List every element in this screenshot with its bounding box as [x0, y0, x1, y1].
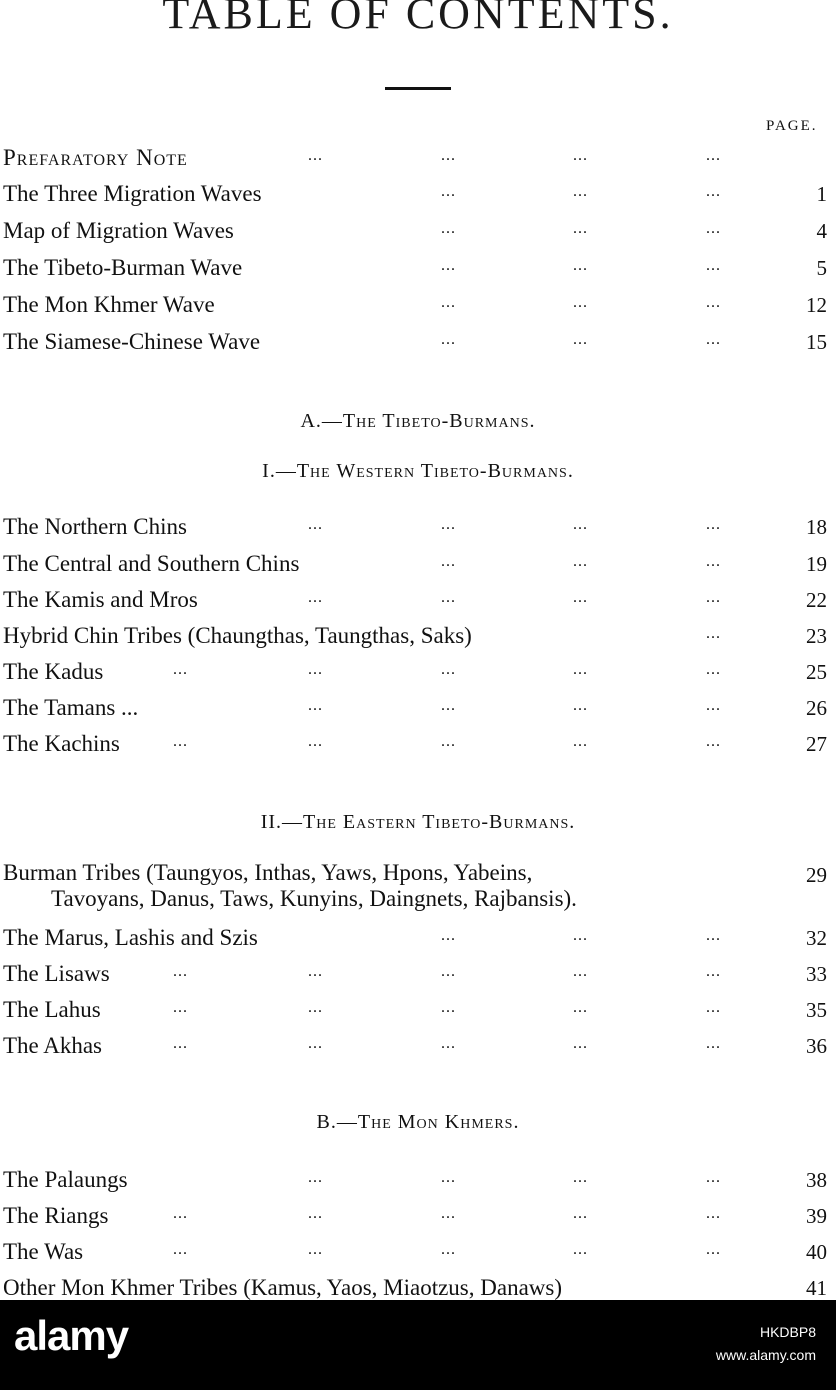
leader-dots: ...: [308, 1205, 323, 1222]
toc-entry-page: 29: [806, 863, 827, 887]
leader-dots: ...: [173, 661, 188, 678]
toc-entry[interactable]: [3, 584, 829, 616]
toc-entry-label: The Lisaws: [3, 961, 110, 986]
leader-dots: ...: [573, 999, 588, 1016]
toc-entry-burman-tribes[interactable]: [3, 860, 829, 912]
watermark-footer: [0, 1300, 836, 1390]
leader-dots: ...: [573, 1035, 588, 1052]
leader-dots: ...: [573, 516, 588, 533]
leader-dots: ...: [706, 589, 721, 606]
toc-entry-page: 1: [816, 182, 827, 206]
toc-entry-page: 33: [806, 962, 827, 986]
toc-entry[interactable]: [3, 215, 829, 247]
section-a-heading: A.—The Tibeto-Burmans.: [300, 410, 536, 432]
leader-dots: ...: [308, 1241, 323, 1258]
leader-dots: ...: [308, 963, 323, 980]
leader-dots: ...: [573, 331, 588, 348]
toc-entry-label: The Palaungs: [3, 1167, 128, 1192]
leader-dots: ...: [441, 927, 456, 944]
leader-dots: ...: [573, 220, 588, 237]
toc-entry-page: 25: [806, 660, 827, 684]
leader-dots: ...: [573, 183, 588, 200]
leader-dots: ...: [706, 733, 721, 750]
toc-entry[interactable]: [3, 728, 829, 760]
toc-entry-label: The Lahus: [3, 997, 101, 1022]
page-title: TABLE OF CONTENTS.: [162, 0, 674, 38]
site-url: www.alamy.com: [715, 1347, 816, 1363]
toc-entry-label: The Mon Khmer Wave: [3, 292, 215, 317]
leader-dots: ...: [573, 697, 588, 714]
toc-entry[interactable]: [3, 922, 829, 954]
leader-dots: ...: [441, 1035, 456, 1052]
leader-dots: ...: [308, 733, 323, 750]
toc-entry-page: 38: [806, 1168, 827, 1192]
leader-dots: ...: [573, 661, 588, 678]
toc-entry-page: 5: [816, 256, 827, 280]
toc-entry[interactable]: [3, 994, 829, 1026]
leader-dots: ...: [706, 1169, 721, 1186]
leader-dots: ...: [706, 147, 721, 164]
leader-dots: ...: [308, 516, 323, 533]
leader-dots: ...: [573, 1205, 588, 1222]
toc-entry[interactable]: [3, 178, 829, 210]
toc-entry-label: The Riangs: [3, 1203, 109, 1228]
toc-entry-label: The Three Migration Waves: [3, 181, 262, 206]
toc-entry-page: 12: [806, 293, 827, 317]
brand-logo: alamy: [14, 1312, 129, 1359]
toc-entry-label: The Akhas: [3, 1033, 103, 1058]
leader-dots: ...: [706, 183, 721, 200]
leader-dots: ...: [706, 963, 721, 980]
toc-entry-page: 15: [806, 330, 827, 354]
leader-dots: ...: [706, 1205, 721, 1222]
leader-dots: ...: [173, 963, 188, 980]
toc-entry-label: The Tamans ...: [3, 695, 139, 720]
toc-entry[interactable]: [3, 620, 829, 652]
leader-dots: ...: [441, 1169, 456, 1186]
leader-dots: ...: [441, 257, 456, 274]
toc-entry-label: The Kadus: [3, 659, 104, 684]
leader-dots: ...: [308, 999, 323, 1016]
section-b-heading: B.—The Mon Khmers.: [316, 1111, 520, 1133]
leader-dots: ...: [573, 294, 588, 311]
toc-entry-page: 32: [806, 926, 827, 950]
toc-entry-label: Burman Tribes (Taungyos, Inthas, Yaws, Hpons, Yabeins,: [3, 860, 533, 885]
toc-entry-label: The Kachins: [3, 731, 120, 756]
leader-dots: ...: [441, 1205, 456, 1222]
leader-dots: ...: [173, 733, 188, 750]
leader-dots: ...: [441, 294, 456, 311]
leader-dots: ...: [706, 294, 721, 311]
leader-dots: ...: [308, 147, 323, 164]
toc-entry[interactable]: [3, 958, 829, 990]
toc-entry-page: 35: [806, 998, 827, 1022]
toc-entry-page: 26: [806, 696, 827, 720]
leader-dots: ...: [441, 220, 456, 237]
toc-entry-page: 22: [806, 588, 827, 612]
leader-dots: ...: [573, 589, 588, 606]
leader-dots: ...: [706, 661, 721, 678]
toc-entry-label: The Northern Chins: [3, 514, 187, 539]
leader-dots: ...: [441, 331, 456, 348]
toc-entry-label: The Tibeto-Burman Wave: [3, 255, 243, 280]
leader-dots: ...: [706, 1241, 721, 1258]
subsection-eastern-heading: II.—The Eastern Tibeto-Burmans.: [260, 811, 576, 833]
toc-entry[interactable]: [3, 289, 829, 321]
toc-entry[interactable]: [3, 326, 829, 358]
title-rule: [385, 87, 451, 90]
toc-entry[interactable]: [3, 656, 829, 688]
toc-entry-label: Prefaratory Note: [3, 145, 188, 170]
subsection-western-heading: I.—The Western Tibeto-Burmans.: [262, 460, 574, 482]
toc-entry-page: 23: [806, 624, 827, 648]
toc-entry-page: 18: [806, 515, 827, 539]
leader-dots: ...: [706, 220, 721, 237]
leader-dots: ...: [173, 1205, 188, 1222]
toc-entry[interactable]: [3, 1164, 829, 1196]
toc-entry-label: Hybrid Chin Tribes (Chaungthas, Taungthas, Saks): [3, 623, 472, 648]
toc-entry-label-continued: Tavoyans, Danus, Taws, Kunyins, Daingnets, Rajbansis).: [51, 886, 577, 911]
toc-entry-page: 40: [806, 1240, 827, 1264]
toc-entry-label: The Kamis and Mros: [3, 587, 198, 612]
leader-dots: ...: [308, 1169, 323, 1186]
leader-dots: ...: [706, 999, 721, 1016]
toc-entry[interactable]: [3, 142, 829, 174]
leader-dots: ...: [573, 553, 588, 570]
leader-dots: ...: [173, 999, 188, 1016]
leader-dots: ...: [308, 697, 323, 714]
toc-entry[interactable]: [3, 692, 829, 724]
toc-entry[interactable]: [3, 1200, 829, 1232]
toc-entry-page: 36: [806, 1034, 827, 1058]
leader-dots: ...: [441, 1241, 456, 1258]
leader-dots: ...: [706, 1035, 721, 1052]
leader-dots: ...: [706, 257, 721, 274]
toc-entry-page: 41: [806, 1276, 827, 1300]
toc-entry[interactable]: [3, 1030, 829, 1062]
leader-dots: ...: [706, 516, 721, 533]
toc-entry[interactable]: [3, 252, 829, 284]
leader-dots: ...: [573, 1241, 588, 1258]
leader-dots: ...: [573, 963, 588, 980]
leader-dots: ...: [441, 999, 456, 1016]
leader-dots: ...: [441, 516, 456, 533]
leader-dots: ...: [441, 661, 456, 678]
leader-dots: ...: [573, 147, 588, 164]
leader-dots: ...: [573, 257, 588, 274]
leader-dots: ...: [441, 553, 456, 570]
leader-dots: ...: [308, 1035, 323, 1052]
leader-dots: ...: [441, 697, 456, 714]
image-code: HKDBP8: [759, 1324, 816, 1340]
toc-entry-page: 27: [806, 732, 827, 756]
toc-entry-label: Map of Migration Waves: [3, 218, 234, 243]
leader-dots: ...: [441, 733, 456, 750]
toc-entry-label: The Central and Southern Chins: [3, 551, 300, 576]
leader-dots: ...: [706, 697, 721, 714]
leader-dots: ...: [441, 147, 456, 164]
leader-dots: ...: [573, 733, 588, 750]
toc-entry-label: Other Mon Khmer Tribes (Kamus, Yaos, Miaotzus, Danaws): [3, 1275, 562, 1300]
leader-dots: ...: [706, 331, 721, 348]
leader-dots: ...: [441, 963, 456, 980]
page-column-heading: PAGE.: [766, 118, 818, 134]
leader-dots: ...: [308, 661, 323, 678]
toc-entry-page: 19: [806, 552, 827, 576]
leader-dots: ...: [308, 589, 323, 606]
toc-entry[interactable]: [3, 548, 829, 580]
leader-dots: ...: [573, 1169, 588, 1186]
leader-dots: ...: [573, 927, 588, 944]
leader-dots: ...: [706, 625, 721, 642]
leader-dots: ...: [441, 589, 456, 606]
toc-entry-page: 4: [816, 219, 827, 243]
toc-entry[interactable]: [3, 1236, 829, 1268]
toc-entry-label: The Was: [3, 1239, 84, 1264]
toc-entry[interactable]: [3, 511, 829, 543]
leader-dots: ...: [441, 183, 456, 200]
toc-entry-page: 39: [806, 1204, 827, 1228]
leader-dots: ...: [706, 927, 721, 944]
leader-dots: ...: [706, 553, 721, 570]
leader-dots: ...: [173, 1241, 188, 1258]
toc-entry-label: The Marus, Lashis and Szis: [3, 925, 258, 950]
leader-dots: ...: [173, 1035, 188, 1052]
toc-entry-label: The Siamese-Chinese Wave: [3, 329, 261, 354]
